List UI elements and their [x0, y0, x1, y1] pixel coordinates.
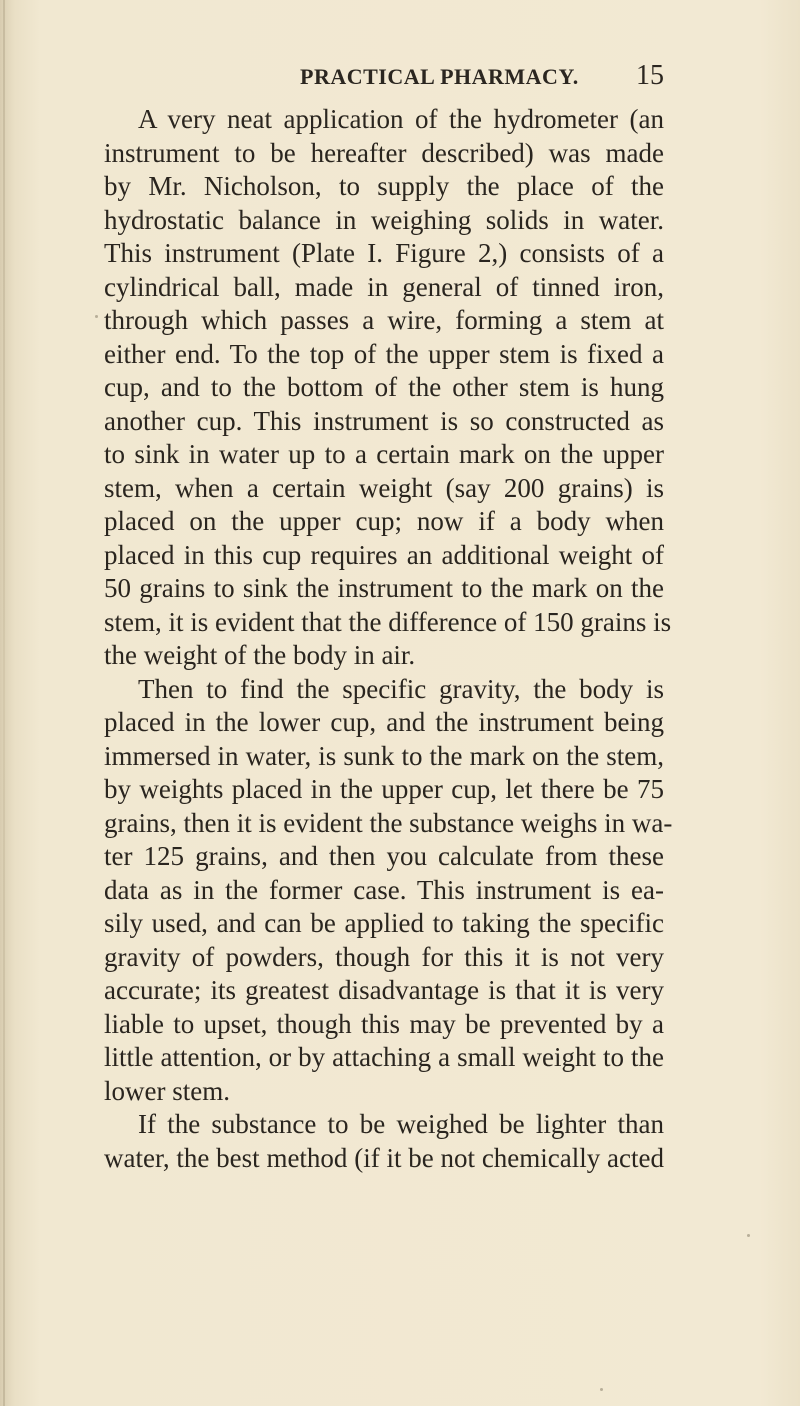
- page-number: 15: [636, 60, 664, 91]
- text-line: placed in this cup requires an additional weight of: [104, 539, 664, 570]
- text-line: cylindrical ball, made in general of tinned iron,: [104, 271, 664, 302]
- paper-speck: [747, 1234, 750, 1237]
- text-line: gravity of powders, though for this it is not very: [104, 941, 664, 972]
- text-line: immersed in water, is sunk to the mark on the stem,: [104, 740, 664, 771]
- text-line: instrument to be hereafter described) was made: [104, 137, 664, 168]
- text-line: placed on the upper cup; now if a body when: [104, 506, 664, 536]
- text-line: This instrument (Plate I. Figure 2,) consists of a: [104, 238, 664, 268]
- text-line: A very neat application of the hydrometer (an: [138, 104, 664, 134]
- text-line: cup, and to the bottom of the other stem is hung: [104, 372, 664, 402]
- text-line: sily used, and can be applied to taking the specific: [104, 908, 664, 938]
- text-line: through which passes a wire, forming a stem at: [104, 305, 664, 335]
- text-line: by weights placed in the upper cup, let there be 75: [104, 774, 664, 804]
- text-line: Then to find the specific gravity, the body is: [138, 673, 664, 704]
- text-line: the weight of the body in air.: [104, 640, 416, 670]
- running-head: [0, 60, 800, 94]
- text-line: ter 125 grains, and then you calculate from these: [104, 841, 664, 871]
- text-line: grains, then it is evident the substance weighs in wa-: [104, 807, 673, 838]
- text-line: If the substance to be weighed be lighter than: [138, 1109, 664, 1139]
- text-line: little attention, or by attaching a small weight to the: [104, 1042, 664, 1072]
- text-line: stem, when a certain weight (say 200 grains) is: [104, 472, 664, 503]
- text-line: data as in the former case. This instrument is ea-: [104, 874, 664, 905]
- text-line: placed in the lower cup, and the instrument being: [104, 707, 664, 737]
- text-line: liable to upset, though this may be prevented by a: [104, 1008, 664, 1039]
- running-head-title: PRACTICAL PHARMACY.: [300, 64, 579, 89]
- text-line: hydrostatic balance in weighing solids in water.: [104, 204, 664, 235]
- text-line: 50 grains to sink the instrument to the mark on the: [104, 573, 664, 603]
- text-line: by Mr. Nicholson, to supply the place of the: [104, 171, 664, 201]
- paper-speck: [600, 1388, 603, 1391]
- text-line: either end. To the top of the upper stem is fixed a: [104, 338, 664, 369]
- text-line: to sink in water up to a certain mark on the upper: [104, 439, 664, 469]
- text-line: lower stem.: [104, 1075, 230, 1106]
- text-line: another cup. This instrument is so constructed as: [104, 405, 664, 436]
- text-line: water, the best method (if it be not chemically acted: [104, 1142, 664, 1173]
- text-line: accurate; its greatest disadvantage is that it is very: [104, 975, 664, 1005]
- text-line: stem, it is evident that the difference of 150 grains is: [104, 606, 672, 637]
- binding-gutter: [3, 0, 5, 1406]
- body-text: [104, 103, 673, 1175]
- paper-speck: [95, 315, 98, 318]
